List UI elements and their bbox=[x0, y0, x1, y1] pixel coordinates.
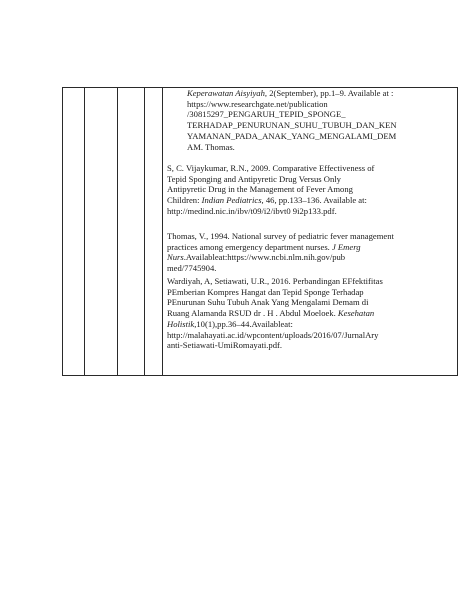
italic-text: Indian Pediatrics bbox=[201, 195, 262, 206]
text-run: cation bbox=[306, 98, 328, 109]
reference-line bbox=[167, 206, 415, 217]
reference-line bbox=[187, 142, 411, 153]
reference-line bbox=[187, 131, 411, 142]
text-run: . bbox=[183, 252, 186, 263]
text-run: https://www.researchgate.net/publi bbox=[187, 98, 307, 109]
reference-line bbox=[167, 308, 415, 319]
text-run: /30815297_PENGARUH bbox=[187, 109, 275, 120]
table-cell-empty bbox=[63, 88, 85, 376]
text-run: Thomas, V., 1994. National survey of pediatric fever management bbox=[167, 231, 394, 241]
text-run: AM. Thomas. bbox=[187, 141, 235, 152]
italic-text: Kesehatan bbox=[337, 308, 375, 319]
table-row bbox=[63, 88, 458, 376]
text-run: Wardiyah, A, Setiawati, U.R., 2016. Perbandingan EFfektifitas bbox=[167, 276, 383, 286]
text-run: http://malahayati.ac.id/wpcontent/uploads/2016/07/JurnalAry bbox=[167, 329, 379, 340]
table-cell-empty bbox=[85, 88, 118, 376]
text-run: _TEPID_SPONGE_ bbox=[274, 109, 346, 120]
reference-line bbox=[167, 330, 415, 341]
italic-text: J Emerg bbox=[331, 241, 361, 252]
reference-line bbox=[167, 242, 415, 253]
reference-line bbox=[187, 109, 411, 120]
reference-line bbox=[167, 231, 415, 242]
reference-line bbox=[167, 195, 415, 206]
reference-line bbox=[167, 263, 415, 274]
text-run: PEmberian Kompres Hangat dan Tepid Sponge Terhadap bbox=[167, 286, 364, 297]
text-run: , bbox=[194, 318, 197, 329]
reference-entry bbox=[167, 163, 415, 217]
text-run: , 2(September), pp.1–9. Available at : bbox=[264, 88, 394, 98]
reference-line bbox=[167, 276, 415, 287]
table-cell-empty bbox=[118, 88, 145, 376]
reference-entry bbox=[187, 88, 411, 152]
text-run: , 46, pp.133–136. Available at: bbox=[261, 195, 367, 206]
table-cell-empty bbox=[145, 88, 163, 376]
reference-line bbox=[167, 184, 415, 195]
text-run: Tepid Sponging and Antipyretic Drug Versus Only bbox=[167, 173, 341, 184]
text-run: med/7745904. bbox=[167, 263, 217, 274]
reference-line bbox=[167, 163, 415, 174]
text-run: pp.36–44. bbox=[217, 318, 252, 329]
text-run: Available bbox=[185, 252, 219, 263]
text-run: Antipyretic Drug in the Management of Fever Among bbox=[167, 184, 353, 195]
reference-list bbox=[163, 88, 457, 375]
italic-text: Keperawatan Aisyiyah bbox=[187, 88, 265, 98]
text-run: TERHADAP_PENURUNAN_SUHU_TUBUH_DAN_KEN bbox=[187, 120, 397, 131]
text-run: PEnurunan Suhu Tubuh Anak Yang Mengalami Demam di bbox=[167, 297, 369, 308]
reference-line bbox=[167, 287, 415, 298]
reference-line bbox=[167, 174, 415, 185]
reference-table bbox=[62, 87, 458, 376]
reference-entry bbox=[167, 276, 415, 351]
reference-line bbox=[167, 297, 415, 308]
text-run: Available bbox=[251, 318, 285, 329]
italic-text: Holistik bbox=[167, 318, 195, 329]
references-cell bbox=[163, 88, 458, 376]
text-run: S, C. Vijaykumar, R.N., 2009. Comparative Effectiveness of bbox=[167, 163, 375, 173]
italic-text: Nurs bbox=[167, 252, 184, 263]
reference-line bbox=[167, 340, 415, 351]
text-run: anti-Setiawati-UmiRomayati.pdf. bbox=[167, 340, 283, 351]
text-run: http://medind.nic.in/ibv/t09/i2/ibvt0 9i2p133.pdf. bbox=[167, 205, 337, 216]
text-run: 10(1), bbox=[196, 318, 218, 329]
text-run: YAMANAN_PADA_ANAK_YANG_MENGALAMI_DEM bbox=[187, 130, 397, 141]
reference-entry bbox=[167, 231, 415, 274]
text-run: at: bbox=[218, 252, 228, 263]
reference-line bbox=[187, 88, 411, 99]
text-run: at: bbox=[284, 318, 293, 329]
text-run: https://www.ncbi.nlm.nih.gov/pub bbox=[227, 252, 346, 263]
text-run: Children: bbox=[167, 195, 202, 206]
reference-line bbox=[167, 319, 415, 330]
reference-line bbox=[187, 120, 411, 131]
text-run: Ruang Alamanda RSUD dr . H . Abdul Moeloek. bbox=[167, 308, 338, 319]
reference-line bbox=[187, 99, 411, 110]
text-run: practices among emergency department nurses. bbox=[167, 241, 332, 252]
reference-line bbox=[167, 252, 415, 263]
